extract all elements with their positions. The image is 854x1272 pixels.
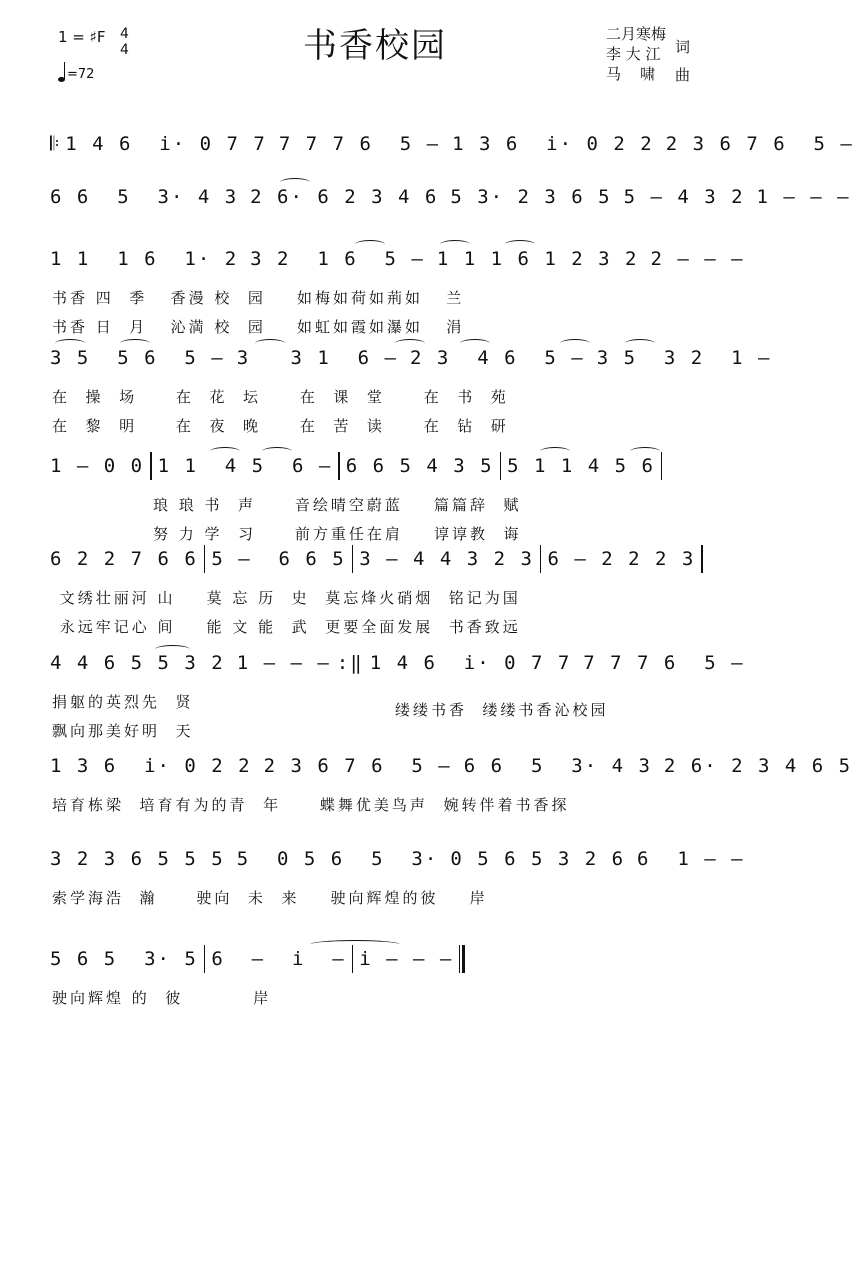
- lyricist-role: 词: [675, 38, 691, 56]
- measure: 1 – – –: [236, 652, 331, 674]
- measure: 6 6 5 3· 4 3: [50, 186, 239, 208]
- key-signature: [58, 26, 129, 58]
- barline: [204, 945, 206, 973]
- measure: 5 – 4 3 2: [623, 186, 745, 208]
- lyric-line: 书香 日 月 沁満 校 园 如虹如霞如瀑如 涓: [52, 318, 465, 336]
- lyric-line: 文绣壮丽河 山 莫 忘 历 史 莫忘烽火硝烟 铭记为国: [52, 589, 521, 607]
- time-denominator: 4: [120, 42, 129, 58]
- slur-mark: [560, 339, 590, 348]
- measure: 3 – 4 4 3 2 3: [359, 548, 534, 570]
- composer-name-2: 马 啸: [606, 65, 656, 83]
- chorus-lyric: 缕缕书香 缕缕书香沁校园: [395, 701, 609, 719]
- slur-mark: [255, 339, 285, 348]
- slur-mark: [280, 178, 310, 187]
- song-title: 书香校园: [303, 26, 447, 66]
- barline: [204, 545, 206, 573]
- time-signature: [120, 26, 129, 58]
- barline: [540, 545, 542, 573]
- composer-name-1: 李 大 江: [606, 45, 661, 63]
- barline: [701, 545, 703, 573]
- lyricist-name: 二月寒梅: [606, 25, 667, 43]
- measure: 1 4 6 i· 0 7 7: [65, 133, 267, 155]
- notation-line: [50, 245, 745, 273]
- measure: 3 5 3 2 1 –: [596, 347, 772, 369]
- tempo-value: =72: [67, 67, 95, 82]
- measure: 2 3 6 7 6 5 –: [263, 755, 452, 777]
- measure: 0 5 6 5 3 2 6: [450, 848, 626, 870]
- slur-mark: [310, 940, 400, 949]
- measure: 6 – i –: [211, 948, 346, 970]
- notation-line: [50, 945, 710, 973]
- slur-mark: [440, 240, 470, 249]
- slur-mark: [262, 447, 292, 456]
- measure: 2 6· 6 2 3 4 6: [250, 186, 439, 208]
- measure: 6 – 2 2 2 3: [547, 548, 696, 570]
- slur-mark: [120, 339, 150, 348]
- notation-line: [50, 452, 710, 480]
- notation-line: [50, 649, 745, 677]
- slur-mark: [55, 339, 85, 348]
- measure: 1 3 6 i· 0 2 2: [452, 133, 654, 155]
- measure: 7 7 7 6 5 –: [278, 133, 441, 155]
- measure: 7 7 7 6 5 –: [583, 652, 745, 674]
- barline: [150, 452, 152, 480]
- time-numerator: 4: [120, 26, 129, 42]
- composer-role: 曲: [675, 66, 691, 84]
- slur-mark: [625, 339, 655, 348]
- lyric-line: 在 黎 明 在 夜 晚 在 苦 读 在 钻 研: [52, 417, 509, 435]
- measure: 6 2 2 7 6 6: [50, 548, 198, 570]
- lyric-line: 培育栋梁 培育有为的青 年 蝶舞优美鸟声 婉转伴着书香探: [52, 796, 570, 814]
- lyric-line: 索学海浩 瀚 驶向 未 来 驶向辉煌的彼 岸: [52, 889, 488, 907]
- slur-mark: [155, 645, 190, 654]
- notation-line: [50, 130, 854, 158]
- measure: 2 – – –: [650, 248, 745, 270]
- barline: [352, 945, 354, 973]
- slur-mark: [630, 447, 660, 456]
- lyric-line: 琅 琅 书 声 音绘晴空蔚蓝 篇篇辞 赋: [52, 496, 522, 514]
- measure: 2 3 6 7 6 5 –: [665, 133, 854, 155]
- measure: 4 4 6 5 5 3 2: [50, 652, 225, 674]
- tempo-marking: [58, 62, 94, 82]
- measure: 3 5 5 6 5 –: [50, 347, 225, 369]
- lyric-line: 在 操 场 在 花 坛 在 课 堂 在 书 苑: [52, 388, 509, 406]
- measure: i – – –: [359, 948, 454, 970]
- measure: 6 6 5 3· 4 3: [463, 755, 652, 777]
- barline: [352, 545, 354, 573]
- key-label: 1 = ♯F: [58, 28, 106, 46]
- measure: 1 1 1 6 1 2 3 2: [436, 248, 639, 270]
- notation-line: [50, 845, 745, 873]
- slur-mark: [505, 240, 535, 249]
- measure: 3 2 1 6 5 –: [250, 248, 425, 270]
- lyric-line: 永远牢记心 间 能 文 能 武 更要全面发展 书香致远: [52, 618, 521, 636]
- measure: 3 2 3 6 5 5 5: [50, 848, 225, 870]
- notation-line: [50, 344, 772, 372]
- repeat-start-sign: 𝄆: [50, 133, 62, 155]
- measure: 1 1 1 6 1· 2: [50, 248, 239, 270]
- lyric-line: 捐躯的英烈先 贤: [52, 693, 194, 711]
- measure: 5 3· 2 3 6 5: [450, 186, 612, 208]
- slur-mark: [540, 447, 570, 456]
- lyric-line: 努 力 学 习 前方重任在肩 谆谆教 诲: [52, 525, 522, 543]
- slur-mark: [395, 339, 425, 348]
- slur-mark: [355, 240, 385, 249]
- measure: 5 6 5 3· 5: [50, 948, 198, 970]
- lyric-line: 飘向那美好明 天: [52, 722, 194, 740]
- barline: [500, 452, 502, 480]
- slur-mark: [210, 447, 240, 456]
- measure: 6 1 – –: [637, 848, 745, 870]
- barline: [661, 452, 663, 480]
- measure: 1 3 6 i· 0 2 2: [50, 755, 252, 777]
- notation-line: [50, 183, 851, 211]
- barline: [338, 452, 340, 480]
- final-barline: [459, 945, 465, 973]
- credits: [606, 24, 666, 84]
- measure: 1 4 6 i· 0 7 7: [369, 652, 572, 674]
- slur-mark: [460, 339, 490, 348]
- measure: 2 6· 2 3 4 6 5: [663, 755, 853, 777]
- notation-line: [50, 752, 853, 780]
- measure: 1 – 0 0: [50, 455, 145, 477]
- lyric-line: 书香 四 季 香漫 校 园 如梅如荷如荊如 兰: [52, 289, 465, 307]
- measure: 1 1 4 5 6 –: [157, 455, 333, 477]
- measure: 6 6 5 4 3 5: [345, 455, 494, 477]
- lyric-line: 驶向辉煌 的 彼 岸: [52, 989, 272, 1007]
- measure: 1 – – –: [756, 186, 851, 208]
- measure: 5 – 6 6 5: [211, 548, 346, 570]
- measure: 3 3 1 6 –: [236, 347, 398, 369]
- repeat-end-sign: :‖: [336, 652, 364, 674]
- quarter-note-icon: [58, 62, 67, 82]
- measure: 2 3 4 6 5 –: [410, 347, 585, 369]
- notation-line: [50, 545, 710, 573]
- measure: 5 0 5 6 5 3·: [236, 848, 439, 870]
- measure: 5 1 1 4 5 6: [507, 455, 655, 477]
